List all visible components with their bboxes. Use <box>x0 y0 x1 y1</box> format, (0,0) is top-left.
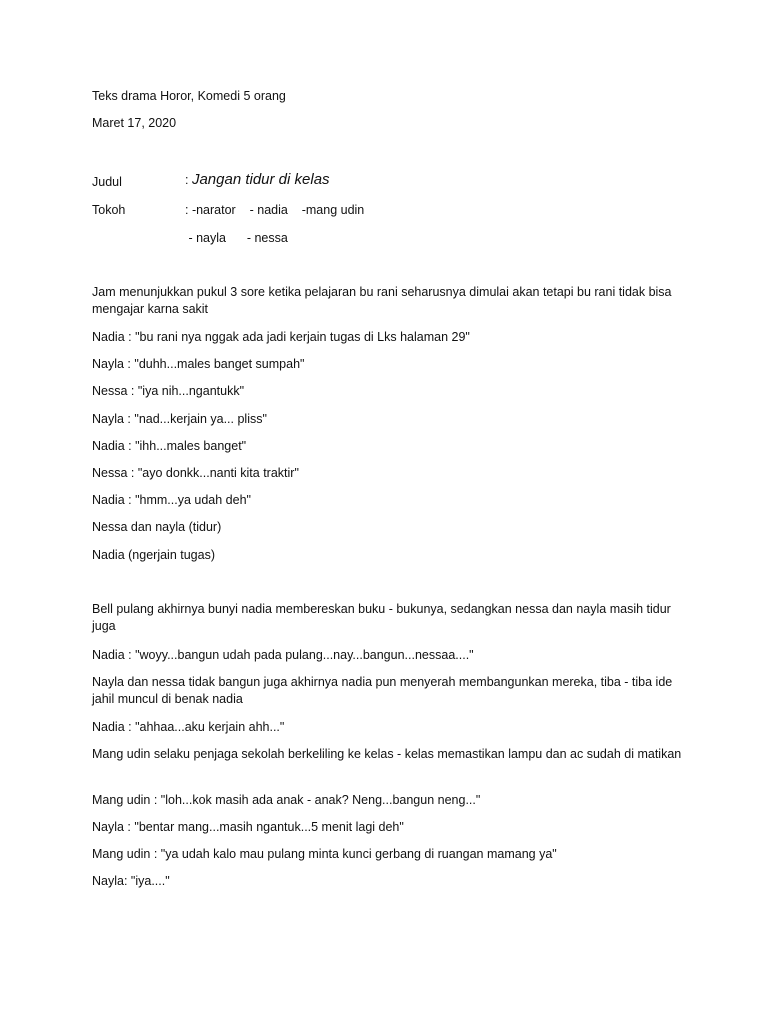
tokoh-label: Tokoh <box>92 203 126 217</box>
dialogue-line: Nessa : "iya nih...ngantukk" <box>92 384 245 398</box>
dialogue-line: Mang udin : "ya udah kalo mau pulang minta kunci gerbang di ruangan mamang ya" <box>92 847 557 861</box>
scene2-intro: Bell pulang akhirnya bunyi nadia membereskan buku - bukunya, sedangkan nessa dan nayla masih tidur juga <box>92 602 671 633</box>
narration-paragraph: Mang udin selaku penjaga sekolah berkeliling ke kelas - kelas memastikan lampu dan ac sudah di matikan <box>92 747 682 761</box>
dialogue-line: Nayla : "nad...kerjain ya... pliss" <box>92 412 267 426</box>
judul-label: Judul <box>92 175 122 189</box>
stage-direction: Nadia (ngerjain tugas) <box>92 548 215 562</box>
document-date: Maret 17, 2020 <box>92 116 177 130</box>
scene1-intro: Jam menunjukkan pukul 3 sore ketika pelajaran bu rani seharusnya dimulai akan tetapi bu rani tidak bisa mengajar karna sakit <box>92 285 672 316</box>
play-title: Jangan tidur di kelas <box>191 171 330 188</box>
dialogue-line: Nadia : "woyy...bangun udah pada pulang...nay...bangun...nessaa...." <box>92 648 474 662</box>
dialogue-line: Nadia : "bu rani nya nggak ada jadi kerjain tugas di Lks halaman 29" <box>92 330 470 344</box>
judul-colon: : <box>185 173 192 187</box>
dialogue-line: Nadia : "hmm...ya udah deh" <box>92 493 251 507</box>
dialogue-line: Nessa : "ayo donkk...nanti kita traktir" <box>92 466 299 480</box>
tokoh-list-line-2: - nayla - nessa <box>185 231 288 245</box>
dialogue-line: Nayla: "iya...." <box>92 874 170 888</box>
judul-value-row <box>185 171 330 189</box>
dialogue-line: Nayla : "bentar mang...masih ngantuk...5 menit lagi deh" <box>92 820 404 834</box>
dialogue-line: Nadia : "ahhaa...aku kerjain ahh..." <box>92 720 285 734</box>
dialogue-line: Nadia : "ihh...males banget" <box>92 439 247 453</box>
stage-direction: Nessa dan nayla (tidur) <box>92 520 222 534</box>
tokoh-list-line-1: : -narator - nadia -mang udin <box>185 203 365 217</box>
narration-paragraph: Nayla dan nessa tidak bangun juga akhirnya nadia pun menyerah membangunkan mereka, tiba - tiba ide jahil muncul di benak nadia <box>92 675 673 706</box>
dialogue-line: Nayla : "duhh...males banget sumpah" <box>92 357 305 371</box>
dialogue-line: Mang udin : "loh...kok masih ada anak - anak? Neng...bangun neng..." <box>92 793 481 807</box>
document-heading: Teks drama Horor, Komedi 5 orang <box>92 89 286 103</box>
